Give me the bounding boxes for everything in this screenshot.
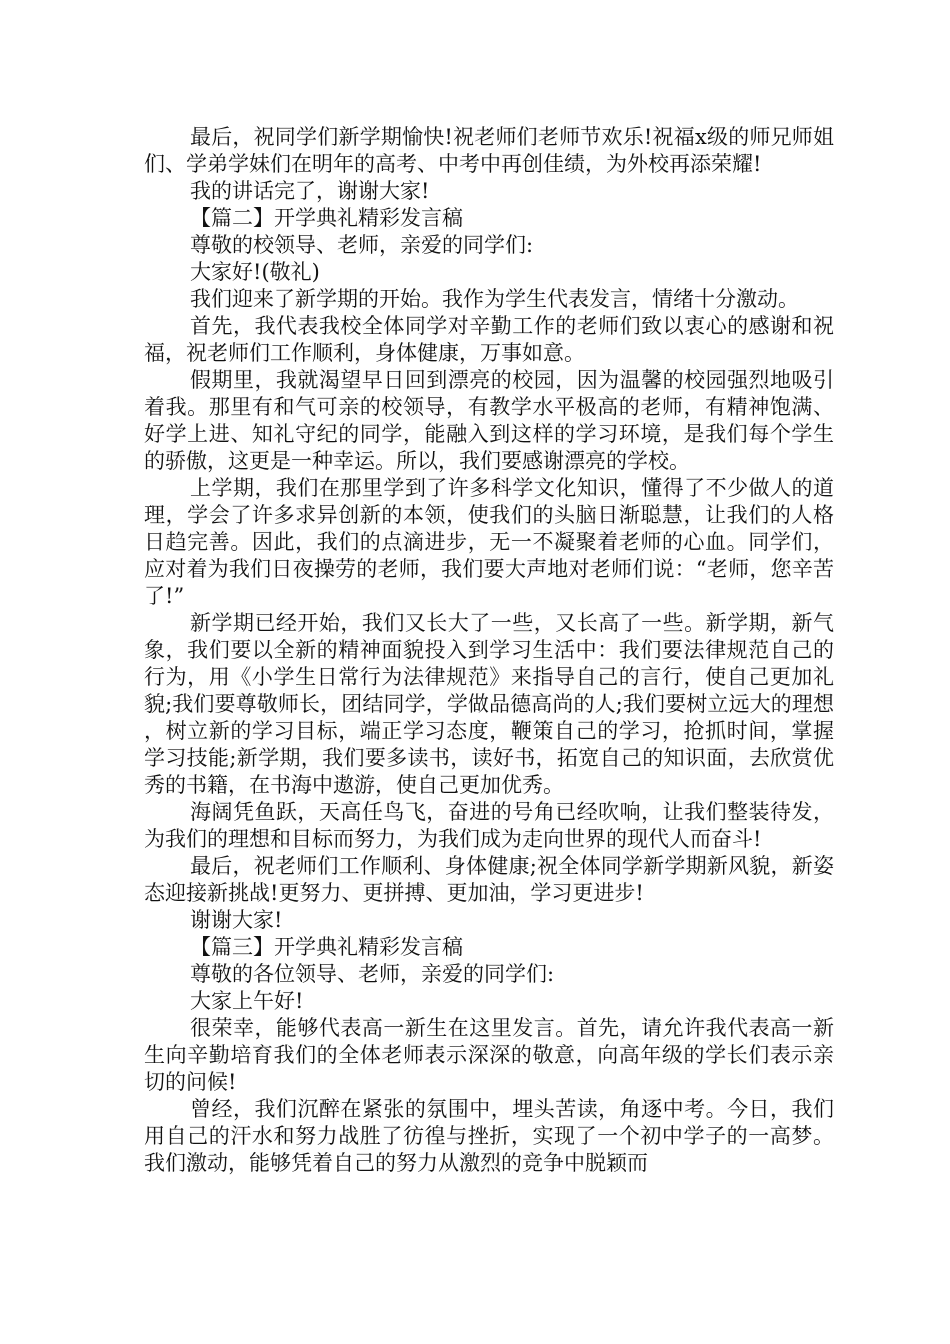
section-heading-part-three: 【篇三】开学典礼精彩发言稿 <box>190 935 463 959</box>
paragraph-closing-wishes: 最后，祝同学们新学期愉快!祝老师们老师节欢乐!祝福x级的师兄师姐们、学弟学妹们在明年的高考、中考中再创佳绩，为外校再添荣耀! <box>144 125 834 176</box>
paragraph-thanks: 我的讲话完了，谢谢大家! <box>190 179 430 203</box>
paragraph-goals: 新学期已经开始，我们又长大了一些，又长高了一些。新学期，新气象，我们要以全新的精神面貌投入到学习生活中：我们要法律规范自己的行为，用《小学生日常行为法律规范》来指导自己的言行，使自己更加礼貌;我们要尊敬师长，团结同学，学做品德高尚的人;我们要树立远大的理想，树立新的学习目标，端正学习态度，鞭策自己的学习，抢抓时间，掌握学习技能;新学期，我们要多读书，读好书，拓宽自己的知识面，去欣赏优秀的书籍，在书海中遨游，使自己更加优秀。 <box>144 611 834 797</box>
paragraph-past-efforts: 曾经，我们沉醉在紧张的氛围中，埋头苦读，角逐中考。今日，我们用自己的汗水和努力战胜了彷徨与挫折，实现了一个初中学子的一高梦。我们激动，能够凭着自己的努力从激烈的竞争中脱颖而 <box>144 1097 834 1175</box>
paragraph-holiday: 假期里，我就渴望早日回到漂亮的校园，因为温馨的校园强烈地吸引着我。那里有和气可亲的校领导，有教学水平极高的老师，有精神饱满、好学上进、知礼守纪的同学，能融入到这样的学习环境，是我们每个学生的骄傲，这更是一种幸运。所以，我们要感谢漂亮的学校。 <box>144 368 834 473</box>
paragraph-thank-teachers: 首先，我代表我校全体同学对辛勤工作的老师们致以衷心的感谢和祝福，祝老师们工作顺利，身体健康，万事如意。 <box>144 314 834 365</box>
paragraph-salutation: 尊敬的校领导、老师，亲爱的同学们: <box>190 233 534 257</box>
paragraph-last-semester: 上学期，我们在那里学到了许多科学文化知识，懂得了不少做人的道理，学会了许多求异创新的本领，使我们的头脑日渐聪慧，让我们的人格日趋完善。因此，我们的点滴进步，无一不凝聚着老师的心血。同学们，应对着为我们日夜操劳的老师，我们要大声地对老师们说：“老师，您辛苦了!” <box>144 476 834 608</box>
paragraph-honored: 很荣幸，能够代表高一新生在这里发言。首先，请允许我代表高一新生向辛勤培育我们的全体老师表示深深的敬意，向高年级的学长们表示亲切的问候! <box>144 1016 834 1094</box>
paragraph-salutation-three: 尊敬的各位领导、老师，亲爱的同学们: <box>190 962 555 986</box>
paragraph-new-semester: 我们迎来了新学期的开始。我作为学生代表发言，情绪十分激动。 <box>190 287 799 311</box>
document-page <box>144 124 834 1177</box>
paragraph-greeting: 大家好!(敬礼) <box>190 260 320 284</box>
paragraph-final-wishes: 最后，祝老师们工作顺利、身体健康;祝全体同学新学期新风貌，新姿态迎接新挑战!更努力、更拼搏、更加油，学习更进步! <box>144 854 834 905</box>
paragraph-thanks-all: 谢谢大家! <box>190 908 283 932</box>
paragraph-encouragement: 海阔凭鱼跃，天高任鸟飞，奋进的号角已经吹响，让我们整装待发，为我们的理想和目标而努力，为我们成为走向世界的现代人而奋斗! <box>144 800 834 851</box>
paragraph-morning-greeting: 大家上午好! <box>190 989 304 1013</box>
section-heading-part-two: 【篇二】开学典礼精彩发言稿 <box>190 206 463 230</box>
